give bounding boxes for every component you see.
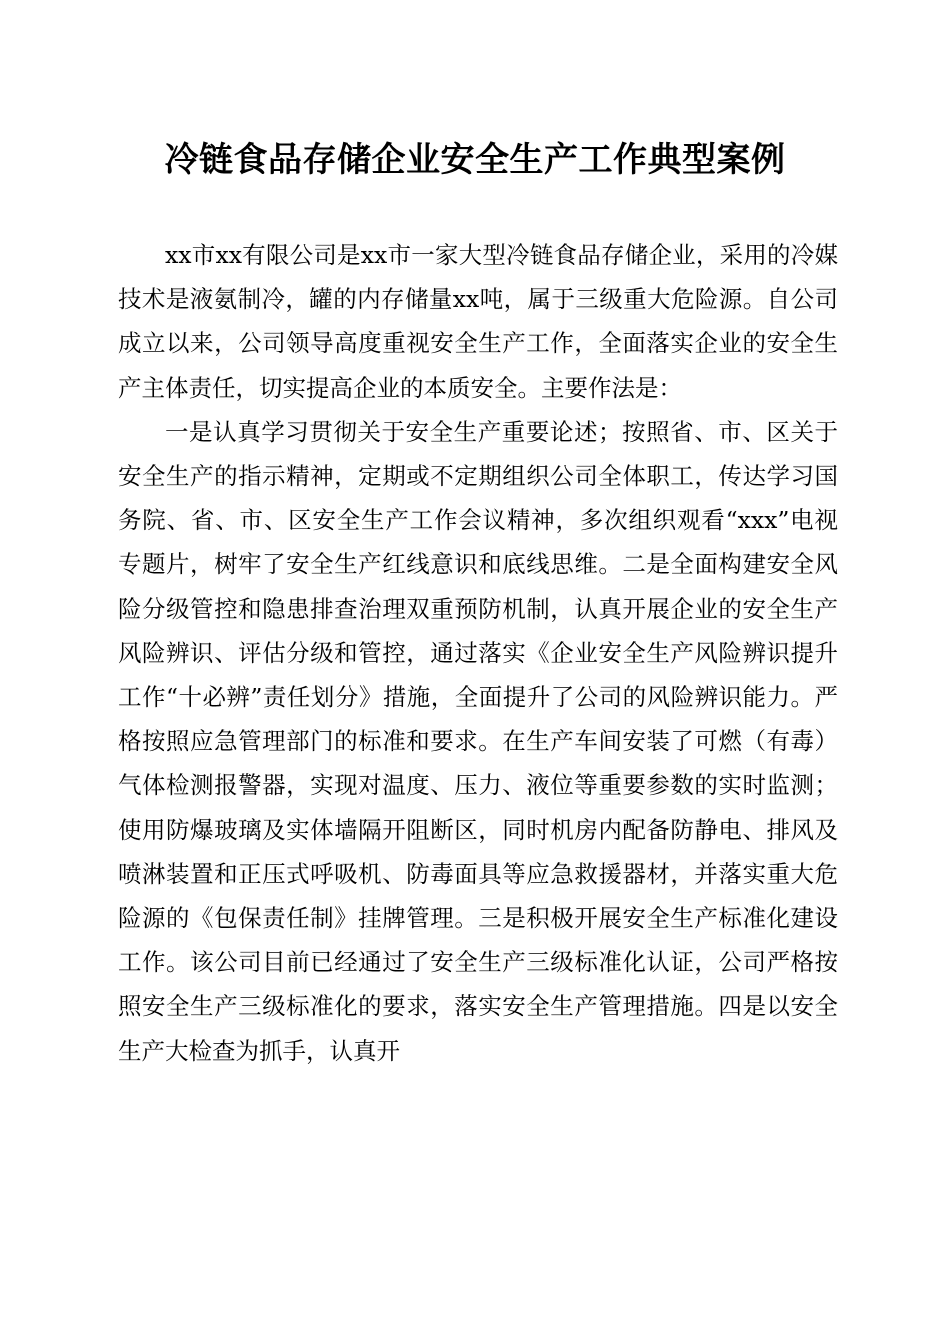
paragraph-measures-lead: 一是认真学习贯彻关于安全生产重要论述； [165, 417, 622, 446]
document-body [118, 233, 838, 1073]
paragraph-intro [118, 233, 838, 410]
paragraph-measures [118, 410, 838, 1073]
document-title: 冷链食品存储企业安全生产工作典型案例 [164, 140, 786, 180]
paragraph-intro-text: xx市xx有限公司是xx市一家大型冷链食品存储企业，采用的冷媒技术是液氨制冷，罐的内存储量xx吨，属于三级重大危险源。自公司成立以来，公司领导高度重视安全生产工作，全面落实企业的安全生产主体责任，切实提高企业的本质安全。主要作法是： [118, 241, 838, 402]
paragraph-measures-text: 按照省、市、区关于安全生产的指示精神，定期或不定期组织公司全体职工，传达学习国务院、省、市、区安全生产工作会议精神，多次组织观看“xxx”电视专题片，树牢了安全生产红线意识和底线思维。二是全面构建安全风险分级管控和隐患排查治理双重预防机制，认真开展企业的安全生产风险辨识、评估分级和管控，通过落实《企业安全生产风险辨识提升工作“十必辨”责任划分》措施，全面提升了公司的风险辨识能力。严格按照应急管理部门的标准和要求。在生产车间安装了可燃（有毒）气体检测报警器，实现对温度、压力、液位等重要参数的实时监测；使用防爆玻璃及实体墙隔开阻断区，同时机房内配备防静电、排风及喷淋装置和正压式呼吸机、防毒面具等应急救援器材，并落实重大危险源的《包保责任制》挂牌管理。三是积极开展安全生产标准化建设工作。该公司目前已经通过了安全生产三级标准化认证，公司严格按照安全生产三级标准化的要求，落实安全生产管理措施。四是以安全生产大检查为抓手，认真开 [118, 417, 838, 1065]
